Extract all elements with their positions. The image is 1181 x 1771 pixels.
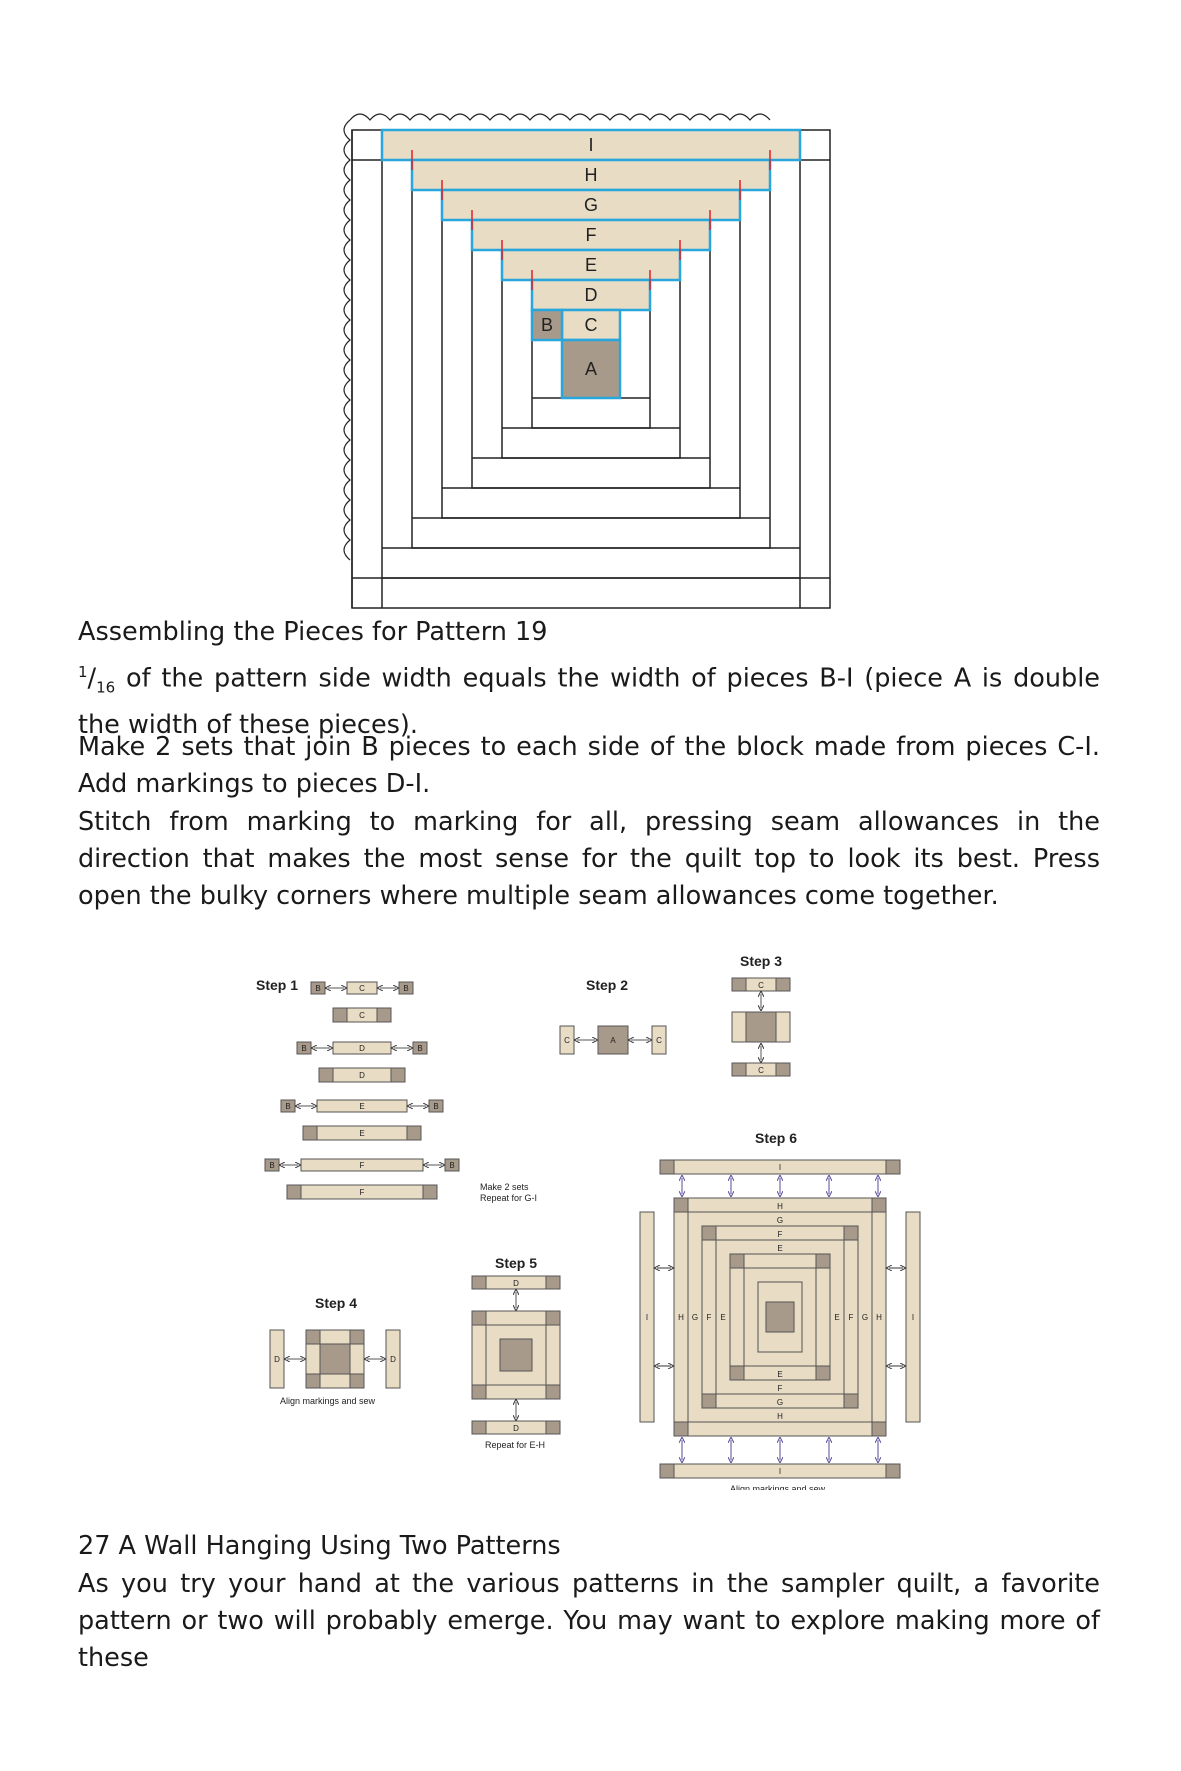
step5-d-bottom: D	[513, 1424, 519, 1433]
step1-b-right-f: B	[449, 1161, 455, 1170]
step6-i-left: I	[645, 1313, 649, 1322]
step2-a: A	[610, 1036, 616, 1045]
step6-e-right: E	[834, 1313, 840, 1322]
step2-c-left: C	[564, 1036, 570, 1045]
step1-e-joined: E	[359, 1129, 365, 1138]
step1-b-right-e: B	[433, 1102, 439, 1111]
paragraph-width-rule: $^1/_{16}$ of the pattern side width equals the width of pieces B-I (piece A is double the width of these pieces).	[78, 663, 1100, 740]
step6-title: Step 6	[755, 1130, 798, 1146]
step6-f-left: F	[706, 1313, 712, 1322]
piece-label-b: B	[540, 315, 554, 335]
step6-g-bottom: G	[776, 1398, 784, 1407]
step6-align-note: Align markings and sew	[730, 1484, 826, 1490]
step6-f-bottom: F	[777, 1384, 783, 1393]
paragraph-width-rule-text: of the pattern side width equals the width of pieces B-I (piece A is double the width of these pieces).	[78, 663, 1100, 740]
step4-d-right: D	[390, 1355, 396, 1364]
step6-i-top: I	[778, 1163, 782, 1172]
step1-d-joined: D	[359, 1071, 365, 1080]
section-heading-wall-hanging: 27 A Wall Hanging Using Two Patterns	[78, 1531, 561, 1561]
step1-e: E	[359, 1102, 365, 1111]
paragraph-wall-hanging: As you try your hand at the various patterns in the sampler quilt, a favorite pattern or two will probably emerge. You may want to explore making more of these	[78, 1569, 1100, 1673]
section-heading-pattern-19: Assembling the Pieces for Pattern 19	[78, 617, 548, 647]
step1-d: D	[359, 1044, 365, 1053]
step3-c-top: C	[758, 981, 764, 990]
step6-h-bottom: H	[777, 1412, 783, 1421]
step6-e-top: E	[777, 1244, 783, 1253]
step1-b-left: B	[315, 984, 321, 993]
step2-c-right: C	[656, 1036, 662, 1045]
piece-label-g: G	[583, 195, 599, 215]
paragraph-make-sets: Make 2 sets that join B pieces to each side of the block made from pieces C-I. Add markings to pieces D-I.	[78, 732, 1100, 799]
step4-d-left: D	[274, 1355, 280, 1364]
step6-g-right: G	[861, 1313, 869, 1322]
step4-align-note: Align markings and sew	[280, 1396, 376, 1406]
fraction-denominator: 16	[96, 678, 116, 697]
piece-label-c: C	[584, 315, 598, 335]
piece-label-e: E	[584, 255, 598, 275]
make-sets-label: Make 2 sets	[480, 1182, 529, 1192]
piece-label-d: D	[584, 285, 598, 305]
step1-c-joined: C	[359, 1011, 365, 1020]
step6-f-right: F	[848, 1313, 854, 1322]
step1-b-left-f: B	[269, 1161, 275, 1170]
piece-label-i: I	[588, 135, 594, 155]
step6-h-top: H	[777, 1202, 783, 1211]
step6-g-top: G	[776, 1216, 784, 1225]
piece-label-a: A	[584, 359, 598, 379]
step1-b-right-d: B	[417, 1044, 423, 1053]
step5-title: Step 5	[495, 1255, 538, 1271]
step3-c-bottom: C	[758, 1066, 764, 1075]
paragraph-stitch: Stitch from marking to marking for all, pressing seam allowances in the direction that makes the most sense for the quilt top to look its best. Press open the bulky corners where multiple seam allowances come together.	[78, 807, 1100, 911]
step1-title: Step 1	[256, 977, 299, 993]
step2-title: Step 2	[586, 977, 629, 993]
step6-h-left: H	[678, 1313, 684, 1322]
steps-diagram	[240, 950, 940, 1490]
step6-h-right: H	[876, 1313, 882, 1322]
step1-c: C	[359, 984, 365, 993]
step1-f: F	[359, 1161, 365, 1170]
step4-title: Step 4	[315, 1295, 358, 1311]
pattern-19-diagram	[340, 110, 840, 620]
piece-label-h: H	[584, 165, 598, 185]
step1-b-left-e: B	[285, 1102, 291, 1111]
step6-e-left: E	[720, 1313, 726, 1322]
step6-i-bottom: I	[778, 1467, 782, 1476]
step3-title: Step 3	[740, 953, 783, 969]
piece-label-f: F	[585, 225, 597, 245]
repeat-g-i-label: Repeat for G-I	[480, 1193, 538, 1203]
step6-f-top: F	[777, 1230, 783, 1239]
step5-repeat-note: Repeat for E-H	[485, 1440, 546, 1450]
step1-b-left-d: B	[301, 1044, 307, 1053]
step6-i-right: I	[911, 1313, 915, 1322]
fraction-numerator: 1	[78, 663, 88, 681]
step1-b-right: B	[403, 984, 409, 993]
step5-d-top: D	[513, 1279, 519, 1288]
step6-g-left: G	[691, 1313, 699, 1322]
step1-f-joined: F	[359, 1188, 365, 1197]
step6-e-bottom: E	[777, 1370, 783, 1379]
